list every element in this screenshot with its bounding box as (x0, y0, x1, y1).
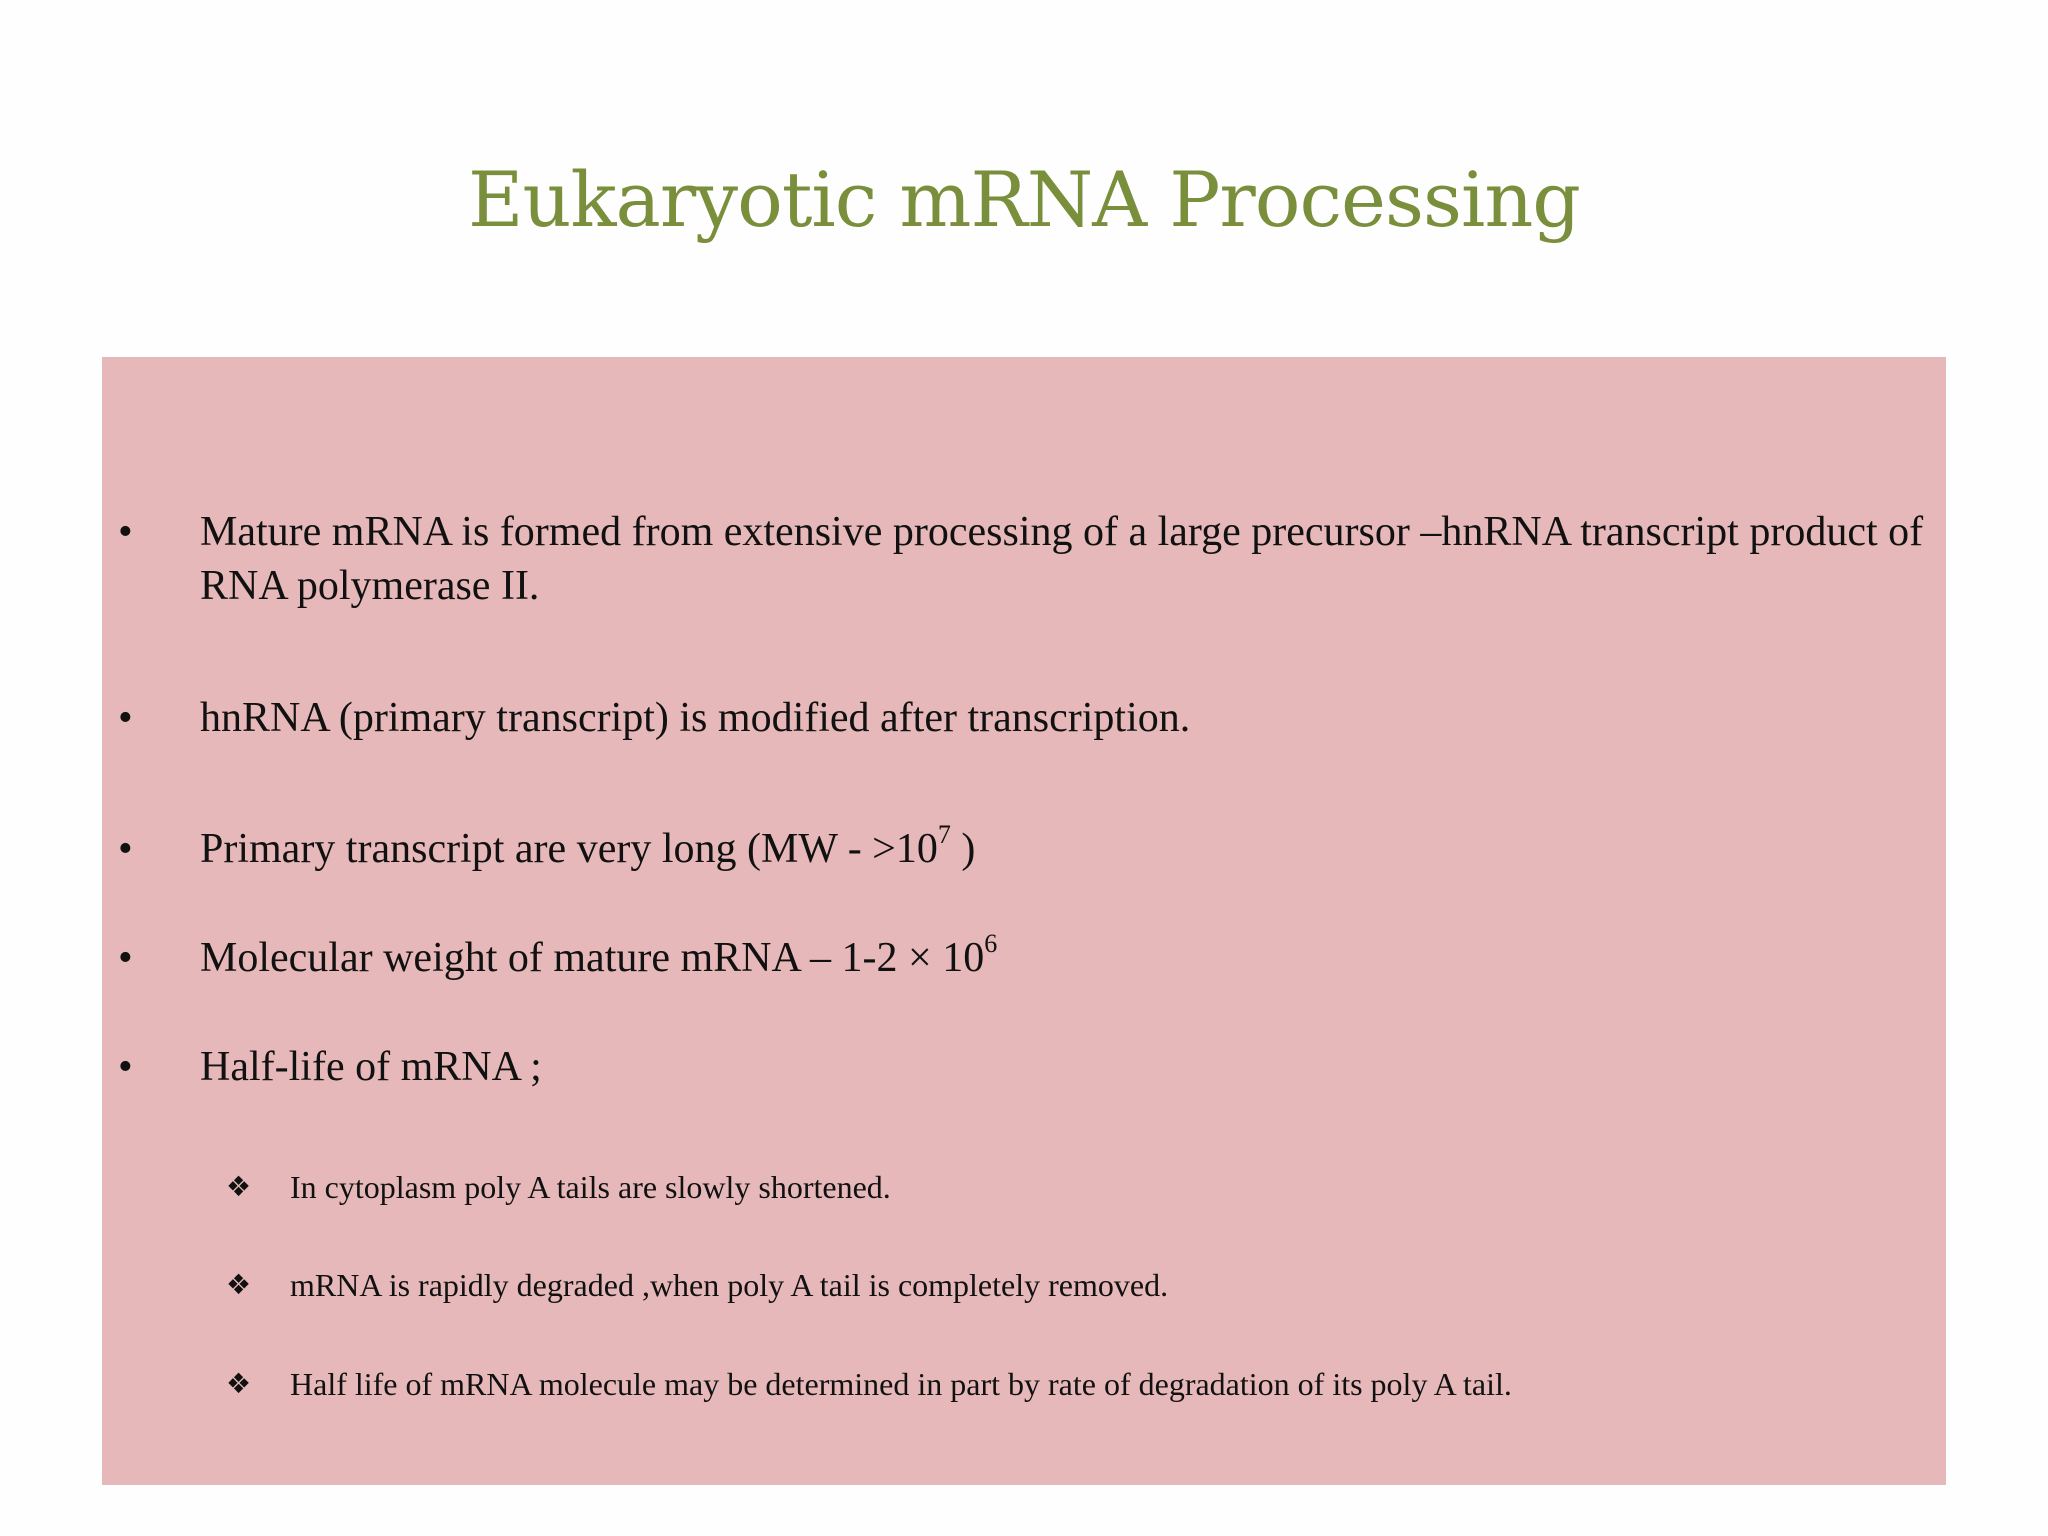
diamond-bullet-icon: ❖ (226, 1170, 252, 1203)
sub-bullet-text: In cytoplasm poly A tails are slowly shortened. (290, 1169, 891, 1205)
bullet-dot-icon: • (118, 826, 133, 872)
bullet-text-tail: ) (950, 826, 976, 872)
bullet-dot-icon: • (118, 509, 133, 555)
bullet-dot-icon: • (118, 935, 133, 981)
bullet-text: Mature mRNA is formed from extensive processing of a large precursor –hnRNA transcript product of RNA polymerase II. (200, 509, 1924, 609)
bullet-dot-icon: • (118, 695, 133, 741)
bullet-text-main: Molecular weight of mature mRNA – 1-2 × 10 (200, 935, 985, 981)
slide-title: Eukaryotic mRNA Processing (468, 155, 1580, 244)
diamond-bullet-icon: ❖ (226, 1367, 252, 1400)
bullet-text (200, 931, 1930, 985)
bullet-text-main: Primary transcript are very long (MW - >10 (200, 826, 938, 872)
sub-bullet-text: mRNA is rapidly degraded ,when poly A tail is completely removed. (290, 1267, 1169, 1303)
diamond-bullet-icon: ❖ (226, 1268, 252, 1301)
exponent: 7 (937, 820, 951, 850)
bullet-text: Half-life of mRNA ; (200, 1044, 542, 1090)
bullet-text: hnRNA (primary transcript) is modified after transcription. (200, 695, 1191, 741)
bullet-dot-icon: • (118, 1044, 133, 1090)
sub-bullet-text: Half life of mRNA molecule may be determined in part by rate of degradation of its poly A tail. (290, 1366, 1512, 1402)
content-box (102, 357, 1946, 1485)
exponent: 6 (984, 929, 998, 959)
bullet-text (200, 822, 1930, 876)
